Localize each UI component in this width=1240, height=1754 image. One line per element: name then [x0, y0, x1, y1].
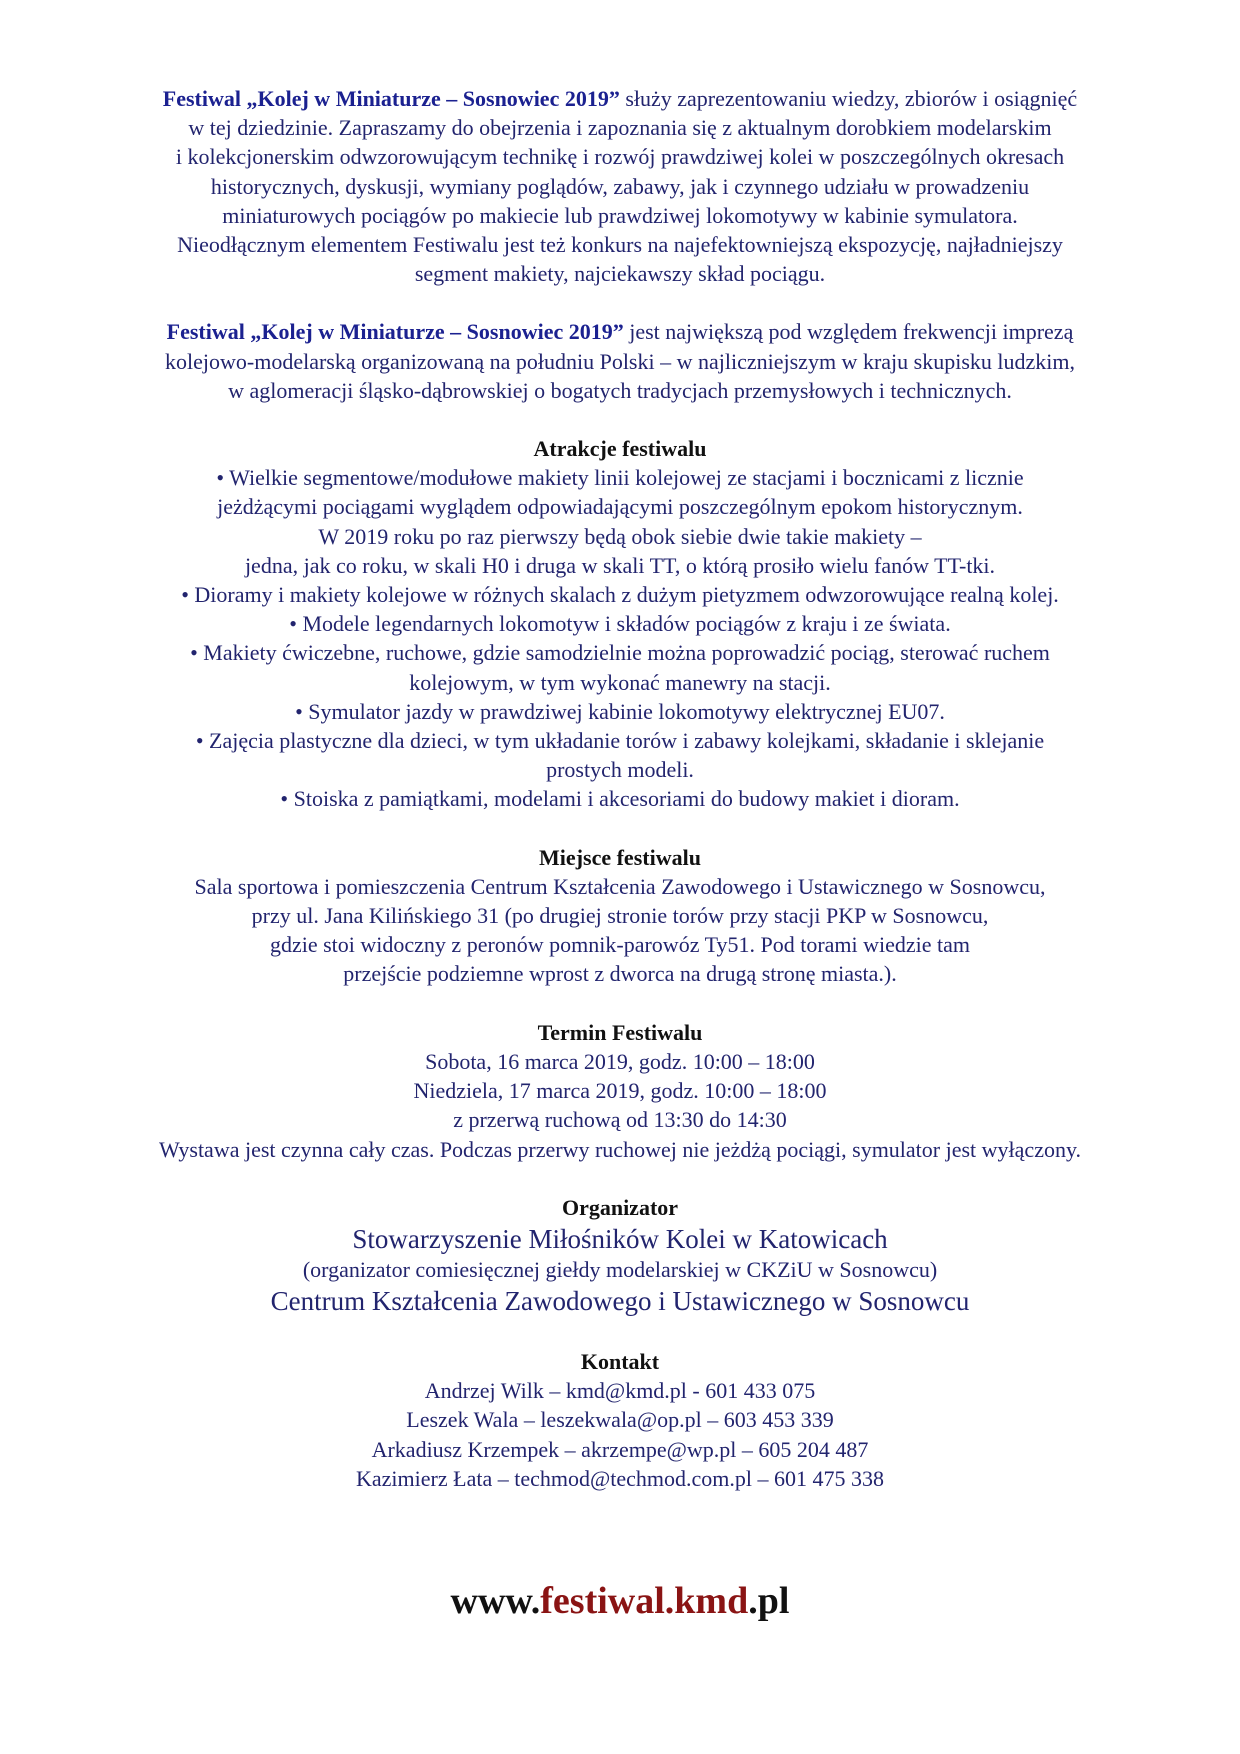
date-line: Wystawa jest czynna cały czas. Podczas przerwy ruchowej nie jeżdżą pociągi, symulator jest wyłączony.: [158, 1136, 1082, 1162]
intro-line: miniaturowych pociągów po makiecie lub prawdziwej lokomotywy w kabinie symulatora.: [222, 202, 1018, 228]
spacer: [0, 1164, 1240, 1193]
venue-line: gdzie stoi widoczny z peronów pomnik-parowóz Ty51. Pod torami wiedzie tam: [269, 932, 971, 958]
spacer: [0, 405, 1240, 434]
second-paragraph: [0, 317, 1240, 405]
contact-line: Leszek Wala – leszekwala@op.pl – 603 453 339: [406, 1407, 834, 1433]
dates-section: [0, 1018, 1240, 1164]
website-domain: festiwal.kmd: [540, 1580, 749, 1622]
attraction-line: kolejowym, w tym wykonać manewry na stacji.: [409, 669, 831, 695]
spacer: [0, 288, 1240, 317]
intro-line: i kolekcjonerskim odwzorowującym technikę i rozwój prawdziwej kolei w poszczególnych okresach: [175, 144, 1065, 170]
venue-line: przy ul. Jana Kilińskiego 31 (po drugiej stronie torów przy stacji PKP w Sosnowcu,: [251, 903, 989, 929]
intro-line: [0, 84, 1240, 113]
attraction-line: • Makiety ćwiczebne, ruchowe, gdzie samodzielnie można poprowadzić pociąg, sterować ruchem: [190, 640, 1050, 666]
attraction-line: prostych modeli.: [546, 757, 694, 783]
spacer: [0, 989, 1240, 1018]
second-line: w aglomeracji śląsko-dąbrowskiej o bogatych tradycjach przemysłowych i technicznych.: [228, 377, 1012, 403]
venue-line: przejście podziemne wprost z dworca na drugą stronę miasta.).: [343, 961, 897, 987]
organizer-note: (organizator comiesięcznej giełdy modelarskiej w CKZiU w Sosnowcu): [302, 1256, 938, 1282]
festival-name: Festiwal „Kolej w Miniaturze – Sosnowiec 2019”: [162, 86, 620, 111]
organizer-heading: Organizator: [561, 1194, 679, 1220]
second-line: kolejowo-modelarską organizowaną na południu Polski – w najliczniejszym w kraju skupisku ludzkim,: [165, 348, 1075, 374]
second-line: [0, 317, 1240, 346]
intro-line: w tej dziedzinie. Zapraszamy do obejrzenia i zapoznania się z aktualnym dorobkiem modelarskim: [188, 115, 1052, 141]
website-suffix: .pl: [748, 1580, 790, 1622]
attraction-line: • Wielkie segmentowe/modułowe makiety linii kolejowej ze stacjami i bocznicami z licznie: [216, 465, 1024, 491]
intro-line: historycznych, dyskusji, wymiany poglądów, zabawy, jak i czynnego udziału w prowadzeniu: [210, 173, 1030, 199]
date-line: z przerwą ruchową od 13:30 do 14:30: [453, 1107, 787, 1133]
date-line: Niedziela, 17 marca 2019, godz. 10:00 – 18:00: [413, 1078, 827, 1104]
attraction-line: jedna, jak co roku, w skali H0 i druga w skali TT, o którą prosiło wielu fanów TT-tki.: [244, 552, 996, 578]
dates-heading: Termin Festiwalu: [537, 1019, 703, 1045]
attraction-line: • Zajęcia plastyczne dla dzieci, w tym układanie torów i zabawy kolejkami, składanie i sklejanie: [195, 728, 1045, 754]
contact-line: Andrzej Wilk – kmd@kmd.pl - 601 433 075: [424, 1378, 816, 1404]
spacer: [0, 814, 1240, 843]
intro-paragraph: [0, 84, 1240, 288]
contact-section: [0, 1347, 1240, 1493]
attractions-heading: Atrakcje festiwalu: [533, 436, 707, 462]
website-prefix: www.: [450, 1580, 541, 1622]
venue-heading: Miejsce festiwalu: [539, 844, 701, 870]
contact-heading: Kontakt: [580, 1348, 660, 1374]
spacer: [0, 1318, 1240, 1347]
festival-name: Festiwal „Kolej w Miniaturze – Sosnowiec 2019”: [166, 319, 624, 345]
attraction-line: • Dioramy i makiety kolejowe w różnych skalach z dużym pietyzmem odwzorowujące realną kolej.: [181, 582, 1059, 608]
organizer-name-secondary: Centrum Kształcenia Zawodowego i Ustawicznego w Sosnowcu: [270, 1285, 970, 1316]
intro-line: Nieodłącznym elementem Festiwalu jest też konkurs na najefektowniejszą ekspozycję, najładniejszy: [177, 232, 1063, 258]
attraction-line: • Symulator jazdy w prawdziwej kabinie lokomotywy elektrycznej EU07.: [295, 698, 945, 724]
intro-line: segment makiety, najciekawszy skład pociągu.: [414, 261, 826, 287]
attraction-line: jeżdżącymi pociągami wyglądem odpowiadającymi poszczególnym epokom historycznym.: [217, 494, 1023, 520]
website-url: [0, 1578, 1240, 1624]
contact-line: Arkadiusz Krzempek – akrzempe@wp.pl – 605 204 487: [371, 1436, 869, 1462]
second-line-rest: jest największą pod względem frekwencji imprezą: [623, 319, 1074, 345]
organizer-section: [0, 1193, 1240, 1318]
attraction-line: W 2019 roku po raz pierwszy będą obok siebie dwie takie makiety –: [318, 523, 922, 549]
venue-section: [0, 843, 1240, 989]
venue-line: Sala sportowa i pomieszczenia Centrum Kształcenia Zawodowego i Ustawicznego w Sosnowcu,: [194, 873, 1046, 899]
intro-line-rest: służy zaprezentowaniu wiedzy, zbiorów i osiągnięć: [619, 86, 1078, 111]
attraction-line: • Stoiska z pamiątkami, modelami i akcesoriami do budowy makiet i dioram.: [280, 786, 960, 812]
attractions-section: [0, 434, 1240, 814]
contact-line: Kazimierz Łata – techmod@techmod.com.pl – 601 475 338: [356, 1465, 884, 1491]
attraction-line: • Modele legendarnych lokomotyw i składów pociągów z kraju i ze świata.: [289, 611, 951, 637]
date-line: Sobota, 16 marca 2019, godz. 10:00 – 18:00: [425, 1048, 815, 1074]
organizer-name-primary: Stowarzyszenie Miłośników Kolei w Katowicach: [352, 1223, 888, 1254]
